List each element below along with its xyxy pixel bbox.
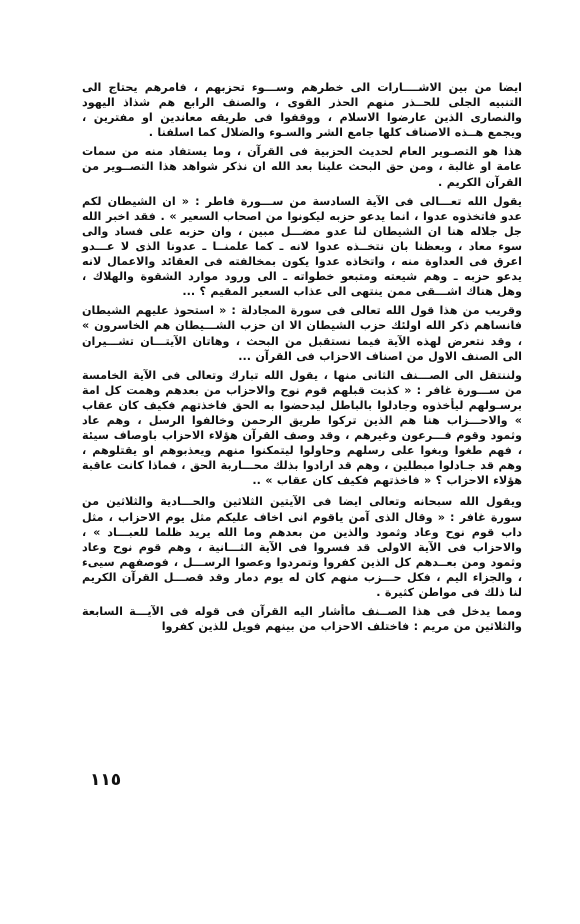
paragraph-5: ولننتقل الى الصـــنف الثانى منها ، يقول الله تبارك وتعالى فى الآية الخامسة من ســـورة غافر : « كذبت قبلهم قوم نوح والاحزاب من بعدهم وهمت كل امة برسـولهم ليأخذوه وجادلوا بالباطل ليدحضوا به الحق فاخذتهم فكيف كان عقاب » والاحـــزاب هنا هم الذين تركوا طريق الرحمن وخالفوا الرسل ، وهم عاد وثمود وقوم فـــرعون وغيرهم ، وقد وصف القرآن هؤلاء الاحزاب باوصاف سيئة ، فهم طغوا وبغوا على رسلهم وحاولوا ليتمكنوا منهم ويعذبوهم او يقتلوهم ، وهم قد جـادلوا مبطلين ، وهم قد ارادوا بذلك محـــاربة الحق ، فماذا كانت عاقبة هؤلاء الاحزاب ؟ « فاخذتهم فكيف كان عقاب » ..: [82, 368, 522, 488]
paragraph-2: هذا هو التصـوير العام لحديث الحزبية فى القرآن ، وما يستفاد منه من سمات عامة او غالبة ، ومن حق البحث علينا بعد الله ان نذكر شواهد هذا التصــوير من القرآن الكريم .: [82, 145, 522, 189]
page-body: [82, 80, 522, 638]
paragraph-4: وقريب من هذا قول الله تعالى فى سورة المجادلة : « استحوذ عليهم الشيطان فانساهم ذكر الله اولئك حزب الشيطان الا ان حزب الشـــيطان هم الخاسرون » ، وقد نتعرض لهذه الآية فيما نستقبل من البحث ، وهاتان الآيتـــان تشـــيران الى الصنف الاول من اصناف الاحزاب فى القرآن ...: [82, 304, 522, 363]
paragraph-3: يقول الله تعـــالى فى الآية السادسة من ســـورة فاطر : « ان الشيطان لكم عدو فاتخذوه عدوا ، انما يدعو حزبه ليكونوا من اصحاب السعير » . فقد اخبر الله جل جلاله هنا ان الشيطان لنا عدو مضـــل مبين ، وان حزبه على فساد والى سوء معاد ، وبعظنا بان نتخــذه عدوا لانه ـ كما علمنــا ـ عدونا الذى لا عـــدو اعرق فى العداوة منه ، واتخاذه عدوا يكون بمخالفته فى العقائد والاعمال لانه يدعو حزبه ـ وهم شيعته ومتبعو خطواته ـ الى ورود موارد الشقوة والهلاك ، وهل هناك اشـــقى ممن ينتهى الى عذاب السعير المقيم ؟ ...: [82, 194, 522, 299]
paragraph-1: ايضا من بين الاشــــارات الى خطرهم وســـوء تحزبهم ، فامرهم يحتاج الى التنبيه الجلى للحــذر منهم الحذر القوى ، والصنف الرابع هم شذاذ اليهود والنصارى الذين عارضوا الاسلام ، ووقفوا فى طريقه معاندين او مفترين ، ويجمع هــذه الاصناف كلها جامع الشر والسـوء والضلال كما اسلفنا .: [82, 81, 522, 140]
paragraph-6: ويقول الله سبحانه وتعالى ايضا فى الآيتين الثلاثين والحـــادية والثلاثين من سورة غافر : « وقال الذى آمن ياقوم انى اخاف عليكم مثل يوم الاحزاب ، مثل داب قوم نوح وعاد وثمود والذين من بعدهم وما الله يريد ظلما للعبـــاد » ، والاحزاب فى الآية الاولى قد فسروا فى الآية الثـــانية ، وهم قوم نوح وعاد وثمود ومن بعــدهم كل الذين كفروا وتمردوا وعصوا الرســـل ، فوصفهم سيىء ، والجزاء اليم ، فكل حـــزب منهم كان له يوم دمار وقد قصـــل القرآن الكريم لنا ذلك فى مواطن كثيرة .: [82, 495, 522, 599]
paragraph-7: ومما يدخل فى هذا الصــنف ماأشار اليه القرآن فى قوله فى الآيـــة السابعة والثلاثين من مريم : فاختلف الاحزاب من بينهم فويل للذين كفروا: [82, 605, 522, 634]
page-number: ١١٥: [90, 770, 122, 790]
